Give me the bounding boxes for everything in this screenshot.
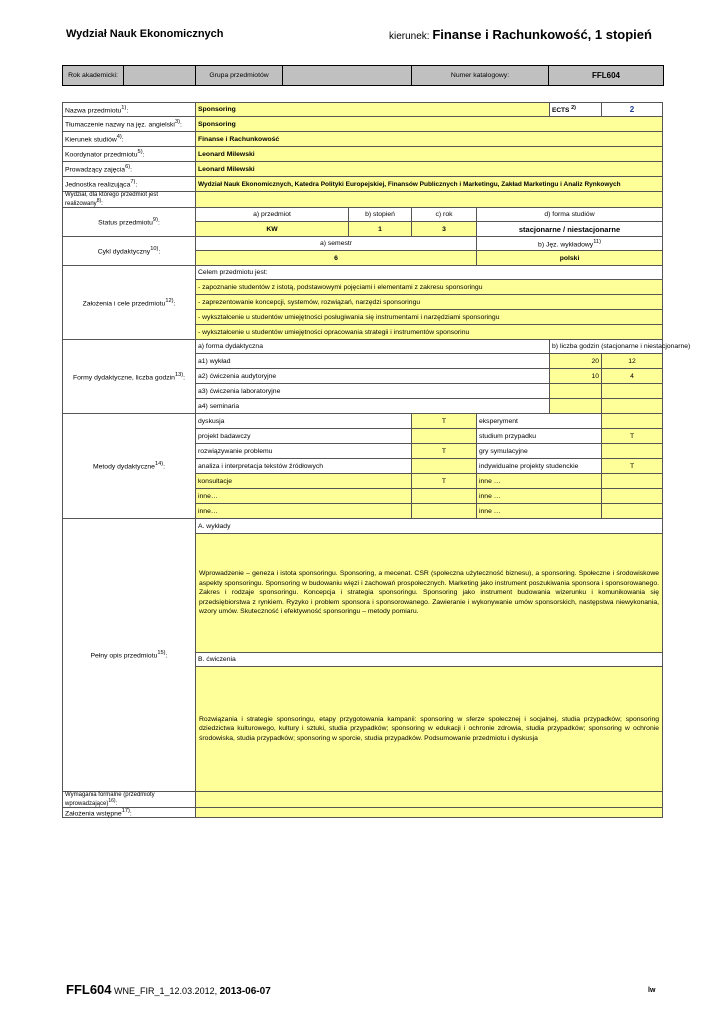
forms-col-b: b) liczba godzin (stacjonarne i niestacjonarne) bbox=[550, 340, 663, 354]
course-form bbox=[62, 102, 691, 818]
method-right-flag[interactable] bbox=[602, 444, 663, 459]
catalog-number-value: FFL604 bbox=[549, 66, 664, 86]
field-label: Kierunek studiów$^{4)}$: bbox=[63, 132, 196, 147]
cycle-col-b: b) Jęz. wykładowy$^{11)}$ bbox=[477, 237, 663, 251]
prereq-value[interactable] bbox=[196, 808, 663, 818]
faculty-for-value[interactable] bbox=[196, 192, 663, 208]
status-col-c: c) rok bbox=[412, 208, 477, 222]
field-value[interactable]: Finanse i Rachunkowość bbox=[196, 132, 663, 147]
footer-date: 2013-06-07 bbox=[219, 986, 271, 997]
catalog-bar bbox=[62, 65, 664, 86]
goals-line[interactable]: - wykształcenie u studentów umiejętności opracowania strategii i instrumentów sponsorinu bbox=[196, 325, 663, 340]
status-col-b: b) stopień bbox=[349, 208, 412, 222]
description-text-b[interactable]: Rozwiązania i strategie sponsoringu, etapy przygotowania kampanii: sponsoring w sferze społecznej i socjalnej, studia przypadków; sponsoring dziedzictwa kulturowego, kultury i sztuki, studia przypadków; sponsoring w edukacji i ochronie zdrowia, studia przypadków; sponsoring w ochronie środowiska, studia przypadków; sponsoring w sporcie, studia przypadków. Podsumowanie przedmiotu i dyskusja bbox=[196, 667, 663, 792]
teacher-value[interactable]: Leonard Milewski bbox=[196, 162, 663, 177]
description-text-a[interactable]: Wprowadzenie – geneza i istota sponsoringu. Sponsoring, a mecenat. CSR (społeczna użyteczność biznesu), a sponsoring. Społeczne i środowiskowe aspekty sponsoringu. Sponsoring w budowaniu więzi i zachowań prospołecznych. Marketing jako instrument poszukiwania sponsora i sponsorowanego. Zakres i rodzaje sponsoringu. Koncepcja i strategia sponsoringu. Sponsoring jako instrument budowania wizerunku i komunikowania się przedsiębiorstwa z rynkiem. Ryzyko i problem sponsora i sponsorowanego. Zawieranie i wykonywanie umów sponsorskich, następstwa niewykonania, wzory umów. Skuteczność i efektywność sponsoringu – metody pomiaru. bbox=[196, 534, 663, 653]
footer-ref: WNE_FIR_1_12.03.2012, bbox=[114, 986, 218, 996]
goals-line[interactable]: - zaprezentowanie koncepcji, systemów, rozwiązań, narzędzi sponsoringu bbox=[196, 295, 663, 310]
form-hours-nst[interactable]: 12 bbox=[602, 354, 663, 369]
method-right-flag[interactable] bbox=[602, 504, 663, 519]
academic-year-label: Rok akademicki: bbox=[63, 66, 124, 86]
form-name: a3) ćwiczenia laboratoryjne bbox=[196, 384, 550, 399]
method-left-flag[interactable]: T bbox=[412, 444, 477, 459]
coordinator-value[interactable]: Leonard Milewski bbox=[196, 147, 663, 162]
forms-label: Formy dydaktyczne, liczba godzin$^{13)}$: bbox=[63, 340, 196, 414]
status-col-d: d) forma studiów bbox=[477, 208, 663, 222]
cycle-label: Cykl dydaktyczny$^{10)}$: bbox=[63, 237, 196, 266]
status-val-b[interactable]: 1 bbox=[349, 222, 412, 237]
goals-label: Założenia i cele przedmiotu$^{12)}$: bbox=[63, 266, 196, 340]
faculty-for-label: Wydział, dla którego przedmiot jest realizowany$^{8)}$: bbox=[63, 192, 196, 208]
form-hours-nst[interactable] bbox=[602, 384, 663, 399]
unit-value[interactable]: Wydział Nauk Ekonomicznych, Katedra Polityki Europejskiej, Finansów Publicznych i Marketingu, Zakład Marketingu i Analiz Rynkowych bbox=[196, 177, 663, 192]
description-label: Pełny opis przedmiotu$^{15)}$: bbox=[63, 519, 196, 792]
method-right: indywidualne projekty studenckie bbox=[477, 459, 602, 474]
cycle-val-a[interactable]: 6 bbox=[196, 251, 477, 266]
goals-line[interactable]: - wykształcenie u studentów umiejętności posługiwania się instrumentami i narzędziami sponsoringu bbox=[196, 310, 663, 325]
footer-initials: lw bbox=[648, 987, 656, 994]
status-val-a[interactable]: KW bbox=[196, 222, 349, 237]
method-left-flag[interactable] bbox=[412, 504, 477, 519]
forms-col-a: a) forma dydaktyczna bbox=[196, 340, 550, 354]
ects-label: ECTS $^{2)}$ bbox=[550, 103, 602, 117]
method-right[interactable]: inne … bbox=[477, 474, 602, 489]
faculty-title: Wydział Nauk Ekonomicznych bbox=[66, 28, 224, 40]
field-name: Finanse i Rachunkowość, 1 stopień bbox=[432, 27, 652, 42]
unit-label: Jednostka realizująca$^{7)}$: bbox=[63, 177, 196, 192]
status-col-a: a) przedmiot bbox=[196, 208, 349, 222]
method-right[interactable]: inne … bbox=[477, 489, 602, 504]
status-val-c[interactable]: 3 bbox=[412, 222, 477, 237]
subject-group-value[interactable] bbox=[283, 66, 412, 86]
goals-line[interactable]: - zapoznanie studentów z istotą, podstawowymi pojęciami i elementami z zakresu sponsoringu bbox=[196, 280, 663, 295]
form-hours-st[interactable]: 10 bbox=[550, 369, 602, 384]
field-prefix: kierunek: bbox=[389, 31, 430, 42]
method-left: dyskusja bbox=[196, 414, 412, 429]
method-left-flag[interactable]: T bbox=[412, 414, 477, 429]
translation-value[interactable]: Sponsoring bbox=[196, 117, 663, 132]
description-section-a: A. wykłady bbox=[196, 519, 663, 534]
form-hours-nst[interactable]: 4 bbox=[602, 369, 663, 384]
footer-reference bbox=[66, 982, 271, 997]
form-hours-nst[interactable] bbox=[602, 399, 663, 414]
method-right: eksperyment bbox=[477, 414, 602, 429]
course-name-label: Nazwa przedmiotu$^{1)}$: bbox=[63, 103, 196, 117]
catalog-number-label: Numer katalogowy: bbox=[412, 66, 549, 86]
ects-value[interactable]: 2 bbox=[602, 103, 663, 117]
course-name-value[interactable]: Sponsoring bbox=[196, 103, 550, 117]
goals-line: Celem przedmiotu jest: bbox=[196, 266, 663, 280]
status-val-d[interactable]: stacjonarne / niestacjonarne bbox=[477, 222, 663, 237]
teacher-label: Prowadzący zajęcia$^{6)}$: bbox=[63, 162, 196, 177]
footer-code: FFL604 bbox=[66, 982, 112, 997]
method-right: studium przypadku bbox=[477, 429, 602, 444]
form-hours-st[interactable] bbox=[550, 399, 602, 414]
method-right-flag[interactable]: T bbox=[602, 429, 663, 444]
method-left[interactable]: konsultacje bbox=[196, 474, 412, 489]
method-left-flag[interactable] bbox=[412, 459, 477, 474]
method-right-flag[interactable] bbox=[602, 414, 663, 429]
form-name: a2) ćwiczenia audytoryjne bbox=[196, 369, 550, 384]
method-left[interactable]: inne… bbox=[196, 489, 412, 504]
description-section-b: B. ćwiczenia bbox=[196, 653, 663, 667]
subject-group-label: Grupa przedmiotów bbox=[196, 66, 283, 86]
method-left-flag[interactable] bbox=[412, 429, 477, 444]
method-right-flag[interactable] bbox=[602, 474, 663, 489]
cycle-col-a: a) semestr bbox=[196, 237, 477, 251]
form-hours-st[interactable] bbox=[550, 384, 602, 399]
translation-label: Tłumaczenie nazwy na jęz. angielski$^{3)}$: bbox=[63, 117, 196, 132]
methods-label: Metody dydaktyczne$^{14)}$: bbox=[63, 414, 196, 519]
formal-value[interactable] bbox=[196, 792, 663, 808]
method-left-flag[interactable] bbox=[412, 489, 477, 504]
field-of-study-heading bbox=[389, 27, 652, 42]
method-left: rozwiązywanie problemu bbox=[196, 444, 412, 459]
coordinator-label: Koordynator przedmiotu$^{5)}$: bbox=[63, 147, 196, 162]
method-right-flag[interactable]: T bbox=[602, 459, 663, 474]
academic-year-value[interactable] bbox=[124, 66, 196, 86]
method-left: projekt badawczy bbox=[196, 429, 412, 444]
form-hours-st[interactable]: 20 bbox=[550, 354, 602, 369]
status-label: Status przedmiotu$^{9)}$: bbox=[63, 208, 196, 237]
cycle-val-b[interactable]: polski bbox=[477, 251, 663, 266]
method-right-flag[interactable] bbox=[602, 489, 663, 504]
method-left[interactable]: inne… bbox=[196, 504, 412, 519]
prereq-label: Założenia wstępne$^{17)}$: bbox=[63, 808, 196, 818]
form-name: a1) wykład bbox=[196, 354, 550, 369]
formal-label: Wymagania formalne (przedmioty wprowadzające)$^{16)}$: bbox=[63, 792, 196, 808]
method-left: analiza i interpretacja tekstów źródłowych bbox=[196, 459, 412, 474]
form-name: a4) seminaria bbox=[196, 399, 550, 414]
method-right: gry symulacyjne bbox=[477, 444, 602, 459]
method-right[interactable]: inne … bbox=[477, 504, 602, 519]
method-left-flag[interactable]: T bbox=[412, 474, 477, 489]
